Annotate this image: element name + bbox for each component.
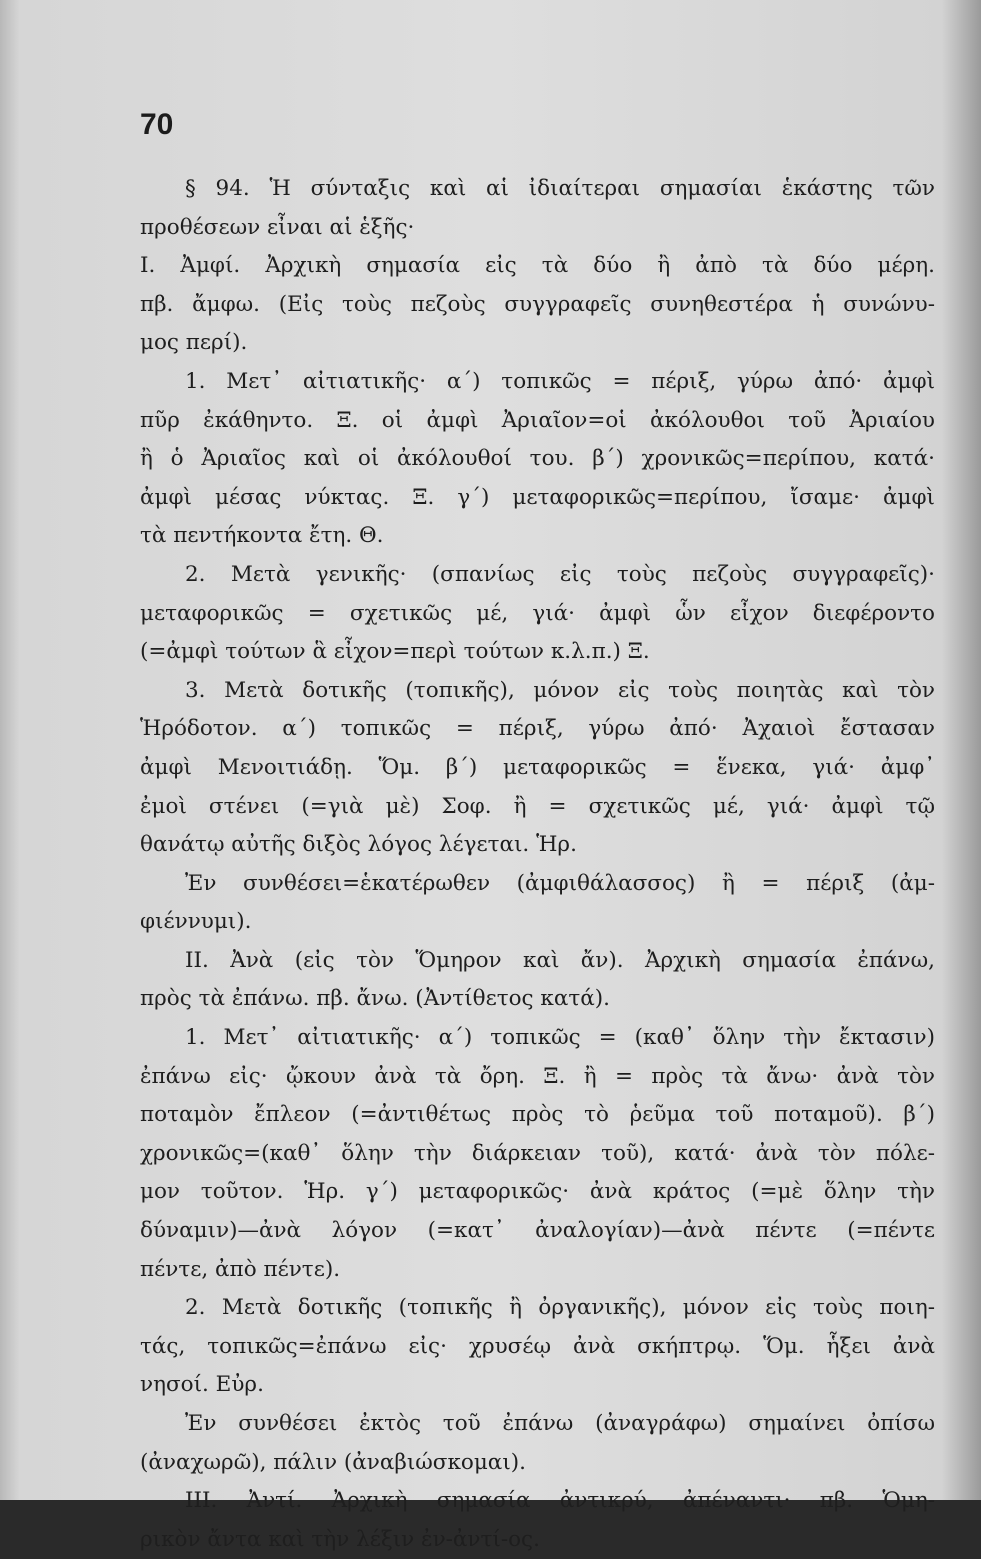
text-line: ἀμφὶ μέσας νύκτας. Ξ. γ΄) μεταφορικῶς=περίπου, ἴσαμε· ἀμφὶ bbox=[140, 484, 935, 510]
text-line: 2. Μετὰ γενικῆς· (σπανίως εἰς τοὺς πεζοὺς συγγραφεῖς)· bbox=[185, 561, 935, 587]
text-line: ΙΙΙ. Ἀντί. Ἀρχικὴ σημασία ἀντικρύ, ἀπέναντι· πβ. Ὁμη- bbox=[185, 1488, 935, 1514]
text-line: πέντε, ἀπὸ πέντε). bbox=[140, 1256, 341, 1282]
text-line: ΙΙ. Ἀνὰ (εἰς τὸν Ὅμηρον καὶ ἄν). Ἀρχικὴ σημασία ἐπάνω, bbox=[185, 947, 935, 973]
text-line: πρὸς τὰ ἐπάνω. πβ. ἄνω. (Ἀντίθετος κατά). bbox=[140, 986, 611, 1012]
text-line: προθέσεων εἶναι αἱ ἑξῆς· bbox=[140, 214, 415, 240]
text-line: Ἐν συνθέσει=ἑκατέρωθεν (ἀμφιθάλασσος) ἢ = πέριξ (ἀμ- bbox=[185, 870, 935, 896]
text-line: χρονικῶς=(καθ᾽ ὅλην τὴν διάρκειαν τοῦ), κατά· ἀνὰ τὸν πόλε- bbox=[140, 1140, 935, 1166]
text-line: πῦρ ἐκάθηντο. Ξ. οἱ ἀμφὶ Ἀριαῖον=οἱ ἀκόλουθοι τοῦ Ἀριαίου bbox=[140, 407, 935, 433]
text-line: ἐπάνω εἰς· ᾤκουν ἀνὰ τὰ ὄρη. Ξ. ἢ = πρὸς τὰ ἄνω· ἀνὰ τὸν bbox=[140, 1063, 935, 1089]
text-line: ἢ ὁ Ἀριαῖος καὶ οἱ ἀκόλουθοί του. β΄) χρονικῶς=περίπου, κατά· bbox=[140, 446, 935, 472]
text-line: § 94. Ἡ σύνταξις καὶ αἱ ἰδιαίτεραι σημασίαι ἑκάστης τῶν bbox=[185, 176, 935, 201]
text-line: δύναμιν)—ἀνὰ λόγον (=κατ᾽ ἀναλογίαν)—ἀνὰ πέντε (=πέντε bbox=[140, 1218, 935, 1244]
text-line: Ι. Ἀμφί. Ἀρχικὴ σημασία εἰς τὰ δύο ἢ ἀπὸ τὰ δύο μέρη. bbox=[140, 253, 935, 279]
text-line: ρικὸν ἄντα καὶ τὴν λέξιν ἐν-ἀντί-ος. bbox=[140, 1526, 540, 1552]
text-line: Ἡρόδοτον. α΄) τοπικῶς = πέριξ, γύρω ἀπό· Ἀχαιοὶ ἔστασαν bbox=[140, 716, 935, 742]
text-line: Ἐν συνθέσει ἐκτὸς τοῦ ἐπάνω (ἀναγράφω) σημαίνει ὀπίσω bbox=[185, 1411, 935, 1436]
text-line: 1. Μετ᾽ αἰτιατικῆς· α΄) τοπικῶς = (καθ᾽ ὅλην τὴν ἔκτασιν) bbox=[185, 1025, 935, 1051]
text-line: 1. Μετ᾽ αἰτιατικῆς· α΄) τοπικῶς = πέριξ, γύρω ἀπό· ἀμφὶ bbox=[185, 368, 935, 394]
text-line: ἀμφὶ Μενοιτιάδῃ. Ὅμ. β΄) μεταφορικῶς = ἕνεκα, γιά· ἀμφ᾽ bbox=[140, 754, 935, 780]
body-text bbox=[140, 170, 935, 1559]
text-line: μεταφορικῶς = σχετικῶς μέ, γιά· ἀμφὶ ὧν εἶχον διεφέροντο bbox=[140, 600, 935, 626]
text-line: νησοί. Εὐρ. bbox=[140, 1372, 264, 1398]
text-line: ποταμὸν ἔπλεον (=ἀντιθέτως πρὸς τὸ ῥεῦμα τοῦ ποταμοῦ). β΄) bbox=[140, 1102, 935, 1128]
text-line: (=ἀμφὶ τούτων ἃ εἶχον=περὶ τούτων κ.λ.π.) Ξ. bbox=[140, 639, 650, 665]
text-line: (ἀναχωρῶ), πάλιν (ἀναβιώσκομαι). bbox=[140, 1449, 526, 1475]
text-line: ἐμοὶ στένει (=γιὰ μὲ) Σοφ. ἢ = σχετικῶς μέ, γιά· ἀμφὶ τῷ bbox=[140, 793, 935, 819]
text-line: τὰ πεντήκοντα ἔτη. Θ. bbox=[140, 523, 384, 549]
text-line: πβ. ἄμφω. (Εἰς τοὺς πεζοὺς συγγραφεῖς συνηθεστέρα ἡ συνώνυ- bbox=[140, 291, 935, 317]
text-line: 2. Μετὰ δοτικῆς (τοπικῆς ἢ ὀργανικῆς), μόνον εἰς τοὺς ποιη- bbox=[185, 1295, 935, 1321]
text-line: τάς, τοπικῶς=ἐπάνω εἰς· χρυσέῳ ἀνὰ σκήπτρῳ. Ὅμ. ἧξει ἀνὰ bbox=[140, 1333, 935, 1359]
text-line: 3. Μετὰ δοτικῆς (τοπικῆς), μόνον εἰς τοὺς ποιητὰς καὶ τὸν bbox=[185, 677, 935, 703]
text-line: μον τοῦτον. Ἡρ. γ΄) μεταφορικῶς· ἀνὰ κράτος (=μὲ ὅλην τὴν bbox=[140, 1179, 935, 1205]
page-number: 70 bbox=[140, 108, 174, 141]
text-line: μος περί). bbox=[140, 330, 248, 356]
text-line: θανάτῳ αὐτῆς διξὸς λόγος λέγεται. Ἡρ. bbox=[140, 832, 577, 858]
text-line: φιέννυμι). bbox=[140, 909, 252, 935]
